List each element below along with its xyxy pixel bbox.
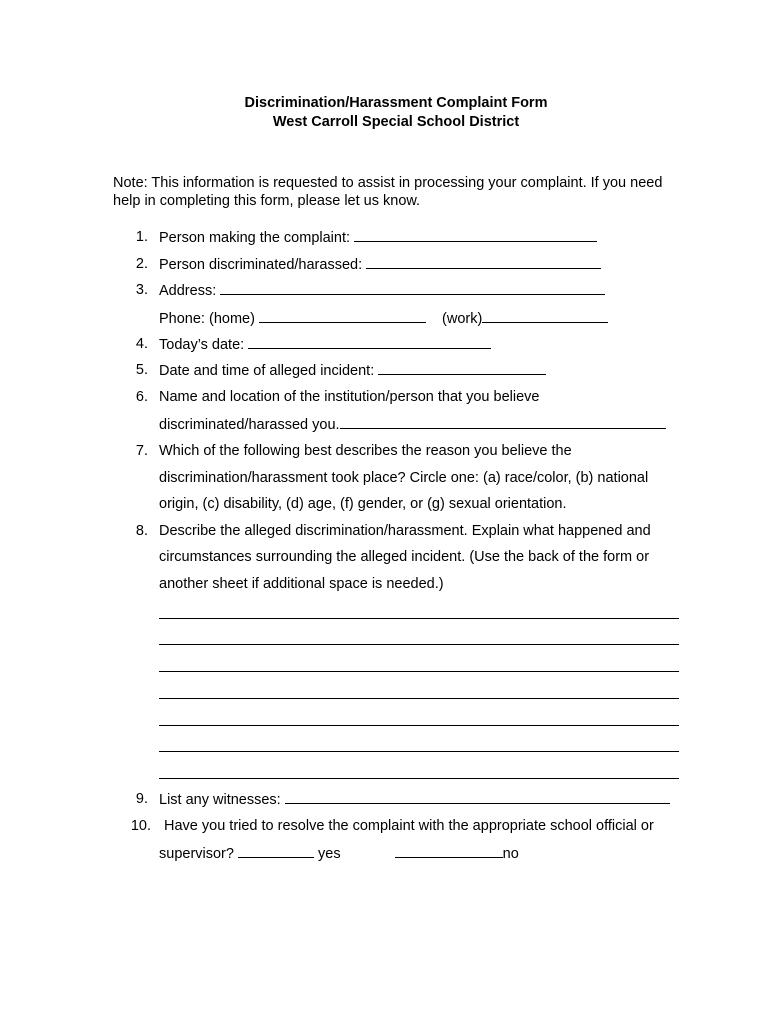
item-number: 7. [135, 443, 148, 459]
item-number: 8. [135, 523, 148, 539]
yes-label: yes [318, 846, 341, 862]
description-line[interactable] [159, 725, 679, 726]
item-label: Person discriminated/harassed: [159, 257, 363, 273]
todays-date-field[interactable] [248, 335, 491, 349]
item-number: 4. [135, 336, 148, 352]
item-number: 3. [135, 282, 148, 298]
item-number: 5. [135, 362, 148, 378]
item-text: origin, (c) disability, (d) age, (f) gender, or (g) sexual orientation. [159, 496, 567, 512]
item-text: discrimination/harassment took place? Circle one: (a) race/color, (b) national [159, 470, 649, 486]
item-number: 10. [130, 818, 151, 834]
item-text: another sheet if additional space is needed.) [159, 576, 444, 592]
description-line[interactable] [159, 644, 679, 645]
item-number: 9. [135, 791, 148, 807]
item-text: discriminated/harassed you. [159, 417, 340, 433]
item-text: circumstances surrounding the alleged incident. (Use the back of the form or [159, 549, 650, 565]
no-label: no [502, 846, 519, 862]
note-text: Note: This information is requested to assist in processing your complaint. If you need help in completing this form, please let us know. [113, 175, 663, 209]
description-line[interactable] [159, 778, 679, 779]
item-text: Which of the following best describes the reason you believe the [159, 443, 572, 459]
yes-field[interactable] [238, 844, 314, 858]
item-label: Address: [159, 283, 217, 299]
item-text: Have you tried to resolve the complaint with the appropriate school official or [164, 818, 654, 834]
phone-home-label: Phone: (home) [159, 311, 255, 327]
item-number: 2. [135, 256, 148, 272]
item-label: Date and time of alleged incident: [159, 363, 375, 379]
item-text: supervisor? [159, 846, 234, 862]
address-field[interactable] [220, 281, 605, 295]
no-field[interactable] [395, 844, 503, 858]
discriminated-person-field[interactable] [366, 255, 601, 269]
complainant-field[interactable] [354, 228, 597, 242]
phone-work-field[interactable] [482, 309, 608, 323]
form-title: Discrimination/Harassment Complaint Form [244, 95, 548, 111]
description-line[interactable] [159, 751, 679, 752]
institution-field[interactable] [340, 415, 666, 429]
incident-date-field[interactable] [378, 361, 546, 375]
item-number: 6. [135, 389, 148, 405]
item-label: Person making the complaint: [159, 230, 351, 246]
district-name: West Carroll Special School District [272, 114, 520, 130]
phone-work-label: (work) [442, 311, 483, 327]
description-line[interactable] [159, 671, 679, 672]
item-text: Describe the alleged discrimination/harassment. Explain what happened and [159, 523, 651, 539]
phone-home-field[interactable] [259, 309, 426, 323]
description-line[interactable] [159, 618, 679, 619]
witnesses-field[interactable] [285, 790, 670, 804]
description-line[interactable] [159, 698, 679, 699]
item-text: Name and location of the institution/person that you believe [159, 389, 540, 405]
item-label: Today’s date: [159, 337, 245, 353]
item-label: List any witnesses: [159, 792, 281, 808]
item-number: 1. [135, 229, 148, 245]
